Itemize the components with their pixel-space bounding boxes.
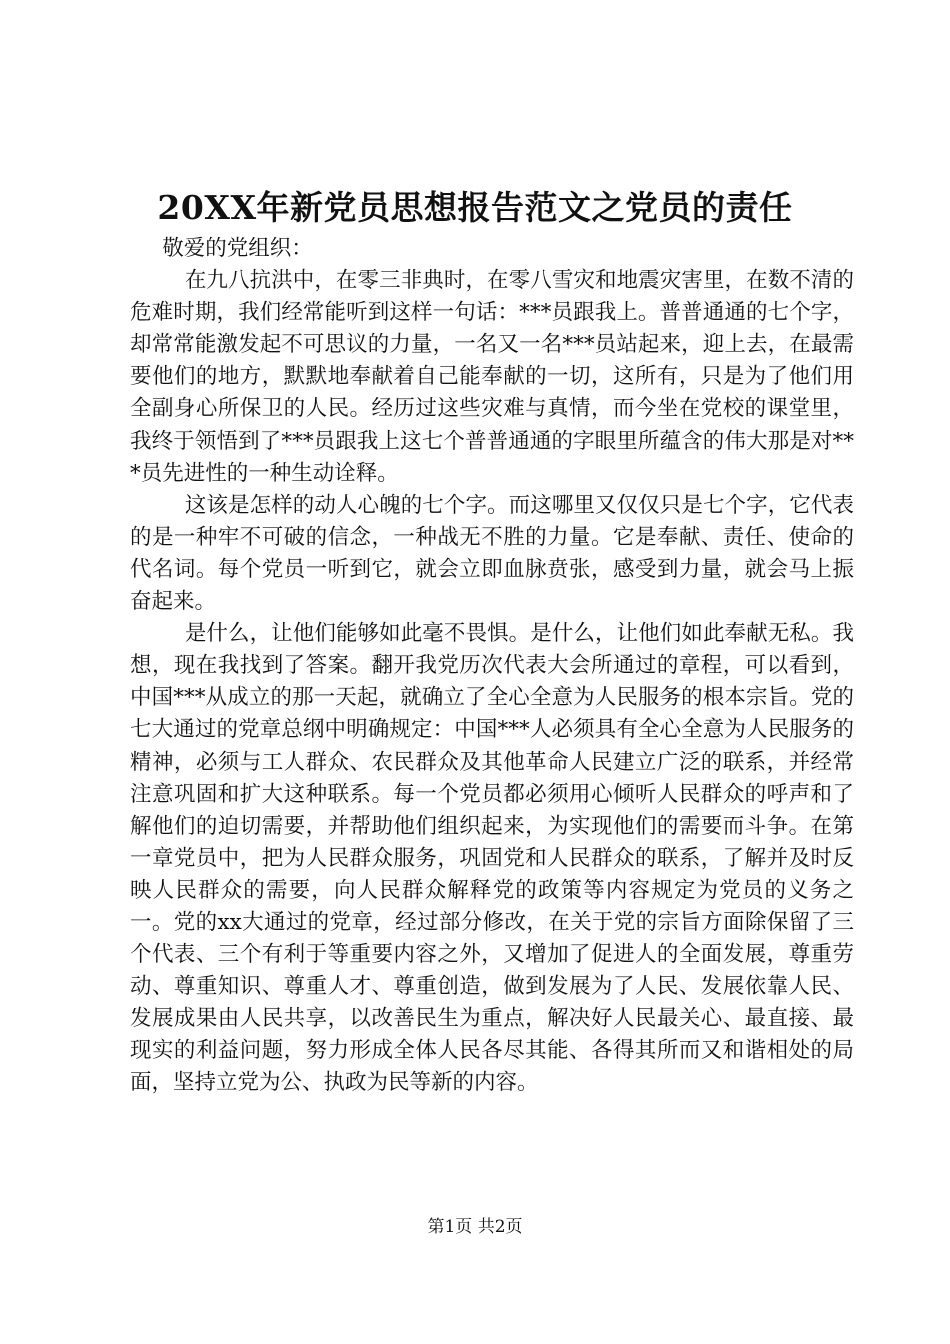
paragraph-2: 这该是怎样的动人心魄的七个字。而这哪里又仅仅只是七个字，它代表的是一种牢不可破的信念，一种战无不胜的力量。它是奉献、责任、使命的代名词。每个党员一听到它，就会立即血脉贲张，感受到力量，就会马上振奋起来。: [130, 492, 854, 615]
greeting-line: 敬爱的党组织：: [162, 236, 313, 261]
paragraph-3: 是什么，让他们能够如此毫不畏惧。是什么，让他们如此奉献无私。我想，现在我找到了答案。翻开我党历次代表大会所通过的章程，可以看到，中国***从成立的那一天起，就确立了全心全意为人民服务的根本宗旨。党的七大通过的党章总纲中明确规定：中国***人必须具有全心全意为人民服务的精神，必须与工人群众、农民群众及其他革命人民建立广泛的联系，并经常注意巩固和扩大这种联系。每一个党员都必须用心倾听人民群众的呼声和了解他们的迫切需要，并帮助他们组织起来，为实现他们的需要而斗争。在第一章党员中，把为人民群众服务，巩固党和人民群众的联系，了解并及时反映人民群众的需要，向人民群众解释党的政策等内容规定为党员的义务之一。党的xx大通过的党章，经过部分修改，在关于党的宗旨方面除保留了三个代表、三个有利于等重要内容之外，又增加了促进人的全面发展，尊重劳动、尊重知识、尊重人才、尊重创造，做到发展为了人民、发展依靠人民、发展成果由人民共享，以改善民生为重点，解决好人民最关心、最直接、最现实的利益问题，努力形成全体人民各尽其能、各得其所而又和谐相处的局面，坚持立党为公、执政为民等新的内容。: [130, 621, 854, 1096]
document-body: [130, 233, 854, 1100]
document-title: 20XX年新党员思想报告范文之党员的责任: [157, 188, 793, 227]
page-number-footer: 第1页 共2页: [427, 1217, 523, 1237]
paragraph-1: 在九八抗洪中，在零三非典时，在零八雪灾和地震灾害里，在数不清的危难时期，我们经常能听到这样一句话：***员跟我上。普普通通的七个字，却常常能激发起不可思议的力量，一名又一名***员站起来，迎上去，在最需要他们的地方，默默地奉献着自己能奉献的一切，这所有，只是为了他们用全副身心所保卫的人民。经历过这些灾难与真情，而今坐在党校的课堂里，我终于领悟到了***员跟我上这七个普普通通的字眼里所蕴含的伟大那是对***员先进性的一种生动诠释。: [130, 268, 854, 486]
